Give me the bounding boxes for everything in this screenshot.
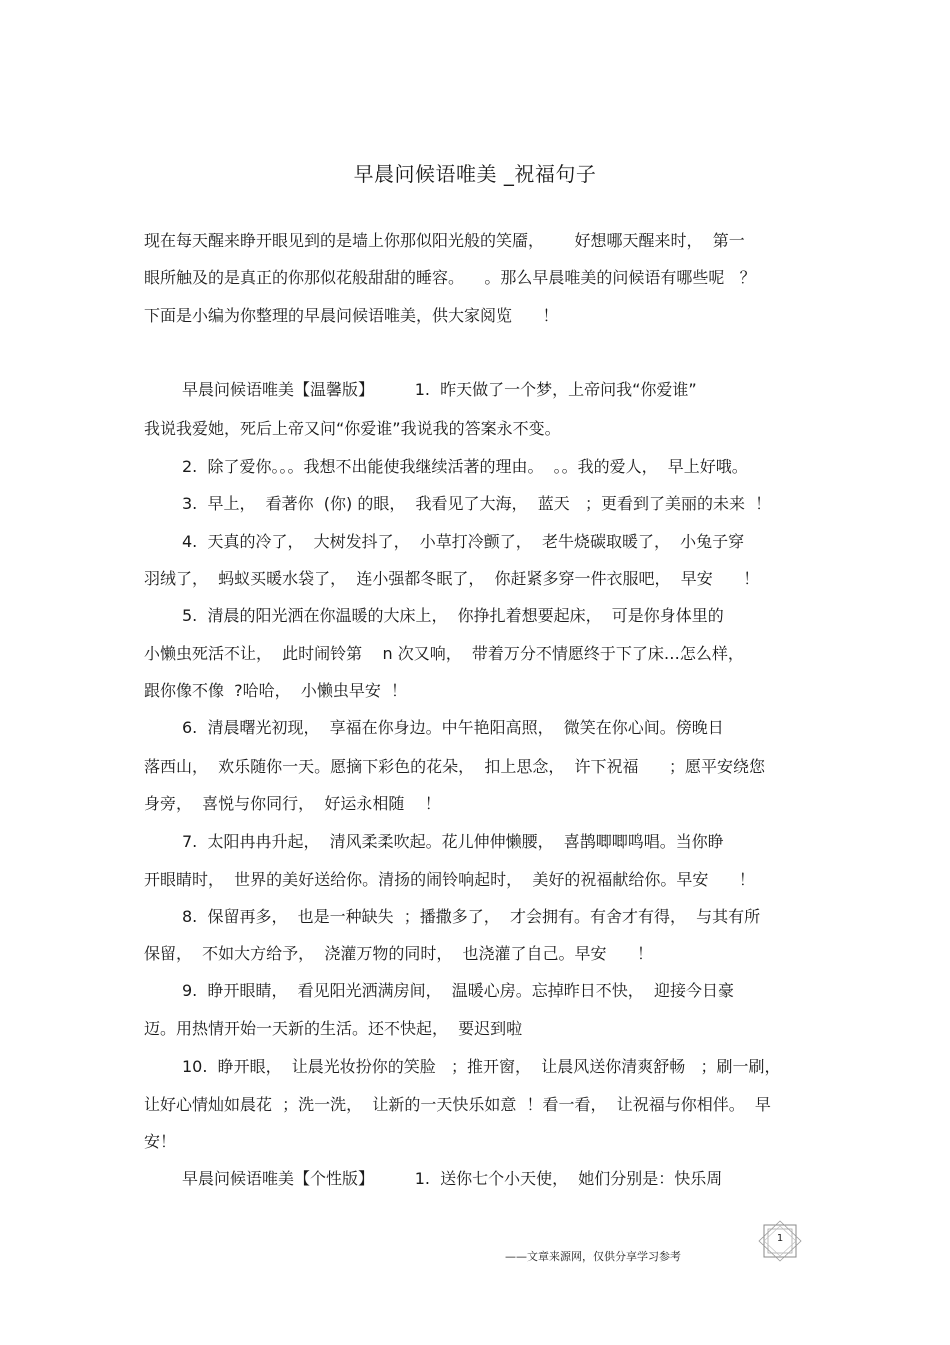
- paragraph-line: 羽绒了， 蚂蚁买暖水袋了， 连小强都冬眠了， 你赶紧多穿一件衣服吧， 早安 ！: [144, 569, 760, 588]
- paragraph-line: 6. 清晨曙光初现， 享福在你身边。中午艳阳高照， 微笑在你心间。傍晚日: [182, 718, 724, 737]
- paragraph-line: 让好心情灿如晨花 ；洗一洗， 让新的一天快乐如意 ！看一看， 让祝福与你相伴。 早: [144, 1095, 771, 1114]
- paragraph-line: 保留， 不如大方给予， 浇灌万物的同时， 也浇灌了自己。早安 ！: [144, 944, 654, 963]
- paragraph-line: 7. 太阳冉冉升起， 清风柔柔吹起。花儿伸伸懒腰， 喜鹊唧唧鸣唱。当你睁: [182, 832, 724, 851]
- section-heading-personal: 早晨问候语唯美【个性版】 1. 送你七个小天使， 她们分别是：快乐周: [182, 1169, 723, 1188]
- paragraph-line: 8. 保留再多， 也是一种缺失 ；播撒多了， 才会拥有。有舍才有得， 与其有所: [182, 907, 761, 926]
- intro-line-3: 下面是小编为你整理的早晨问候语唯美，供大家阅览 ！: [144, 306, 559, 325]
- paragraph-line: 开眼睛时， 世界的美好送给你。清扬的闹铃响起时， 美好的祝福献给你。早安 ！: [144, 870, 755, 889]
- paragraph-line: 2. 除了爱你。。。我想不出能使我继续活著的理由。 。。我的爱人， 早上好哦。: [182, 457, 748, 476]
- page-title: 早晨问候语唯美 _祝福句子: [353, 162, 597, 186]
- paragraph-line: 落西山， 欢乐随你一天。愿摘下彩色的花朵， 扣上思念， 许下祝福 ；愿平安绕您: [144, 757, 766, 776]
- paragraph-line: 5. 清晨的阳光洒在你温暖的大床上， 你挣扎着想要起床， 可是你身体里的: [182, 606, 724, 625]
- paragraph-line: 安！: [144, 1132, 177, 1151]
- section-heading-warm: 早晨问候语唯美【温馨版】 1. 昨天做了一个梦，上帝问我“你爱谁”: [182, 380, 697, 399]
- paragraph-line: 小懒虫死活不让， 此时闹铃第 n 次又响， 带着万分不情愿终于下了床…怎么样，: [144, 644, 744, 663]
- paragraph-line: 9. 睁开眼睛， 看见阳光洒满房间， 温暖心房。忘掉昨日不快， 迎接今日豪: [182, 981, 734, 1000]
- paragraph-line: 迈。用热情开始一天新的生活。还不快起， 要迟到啦: [144, 1019, 523, 1038]
- paragraph-line: 我说我爱她，死后上帝又问“你爱谁”我说我的答案永不变。: [144, 419, 561, 438]
- paragraph-line: 跟你像不像 ?哈哈， 小懒虫早安 ！: [144, 681, 408, 700]
- paragraph-line: 身旁， 喜悦与你同行， 好运永相随 ！: [144, 794, 441, 813]
- page-number: 1: [776, 1233, 784, 1244]
- footer-source-note: ——文章来源网，仅供分享学习参考: [505, 1250, 681, 1263]
- intro-line-1: 现在每天醒来睁开眼见到的是墙上你那似阳光般的笑靥， 好想哪天醒来时， 第一: [144, 231, 745, 250]
- paragraph-line: 10. 睁开眼， 让晨光妆扮你的笑脸 ；推开窗， 让晨风送你清爽舒畅 ；刷一刷，: [182, 1057, 781, 1076]
- paragraph-line: 3. 早上， 看著你 (你) 的眼， 我看见了大海， 蓝天 ；更看到了美丽的未来 ！: [182, 494, 772, 513]
- intro-line-2: 眼所触及的是真正的你那似花般甜甜的睡容。 。那么早晨唯美的问候语有哪些呢 ？: [144, 268, 756, 287]
- paragraph-line: 4. 天真的冷了， 大树发抖了， 小草打冷颤了， 老牛烧碳取暖了， 小兔子穿: [182, 532, 745, 551]
